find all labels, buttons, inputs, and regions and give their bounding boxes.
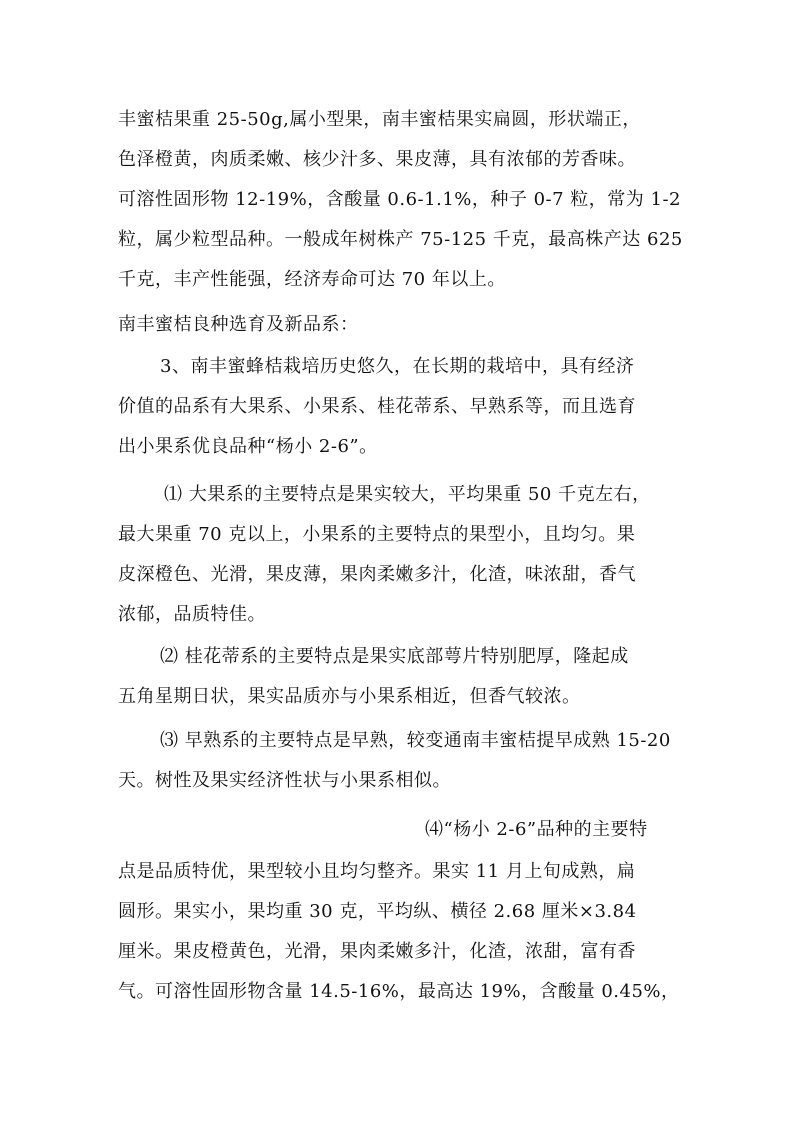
text-line: 五角星期日状，果实品质亦与小果系相近，但香气较浓。 xyxy=(118,686,581,707)
text-line: 可溶性固形物 12-19%，含酸量 0.6-1.1%，种子 0-7 粒，常为 1-2 xyxy=(118,189,682,210)
text-line: 最大果重 70 克以上，小果系的主要特点的果型小，且均匀。果 xyxy=(118,524,636,545)
text-line: 圆形。果实小，果均重 30 克，平均纵、横径 2.68 厘米×3.84 xyxy=(118,901,637,922)
text-line: 色泽橙黄，肉质柔嫩、核少汁多、果皮薄，具有浓郁的芳香味。 xyxy=(118,149,636,170)
text-line: 点是品质特优，果型较小且均匀整齐。果实 11 月上旬成熟，扁 xyxy=(118,861,636,882)
list-item-4: ⑷“杨小 2-6”品种的主要特 xyxy=(425,819,648,840)
paragraph-start: 3、南丰蜜蜂桔栽培历史悠久，在长期的栽培中，具有经济 xyxy=(160,356,635,377)
text-line: 出小果系优良品种“杨小 2-6”。 xyxy=(118,436,378,457)
text-line: 气。可溶性固形物含量 14.5-16%，最高达 19%，含酸量 0.45%， xyxy=(118,981,680,1002)
text-line: 天。树性及果实经济性状与小果系相似。 xyxy=(118,770,451,791)
list-item-2: ⑵ 桂花蒂系的主要特点是果实底部萼片特别肥厚，隆起成 xyxy=(160,646,629,667)
text-line: 皮深橙色、光滑，果皮薄，果肉柔嫩多汁，化渣，味浓甜，香气 xyxy=(118,564,636,585)
text-line: 价值的品系有大果系、小果系、桂花蒂系、早熟系等，而且选育 xyxy=(118,396,636,417)
section-heading: 南丰蜜桔良种选育及新品系： xyxy=(118,314,359,335)
list-item-1: ⑴ 大果系的主要特点是果实较大，平均果重 50 千克左右， xyxy=(164,484,651,505)
text-line: 浓郁，品质特佳。 xyxy=(118,604,266,625)
text-line: 丰蜜桔果重 25-50g,属小型果，南丰蜜桔果实扁圆，形状端正， xyxy=(118,109,641,130)
text-line: 千克，丰产性能强，经济寿命可达 70 年以上。 xyxy=(118,269,506,290)
text-line: 粒，属少粒型品种。一般成年树株产 75-125 千克，最高株产达 625 xyxy=(118,229,683,250)
list-item-3: ⑶ 早熟系的主要特点是早熟，较变通南丰蜜桔提早成熟 15-20 xyxy=(160,730,671,751)
text-line: 厘米。果皮橙黄色，光滑，果肉柔嫩多汁，化渣，浓甜，富有香 xyxy=(118,941,636,962)
